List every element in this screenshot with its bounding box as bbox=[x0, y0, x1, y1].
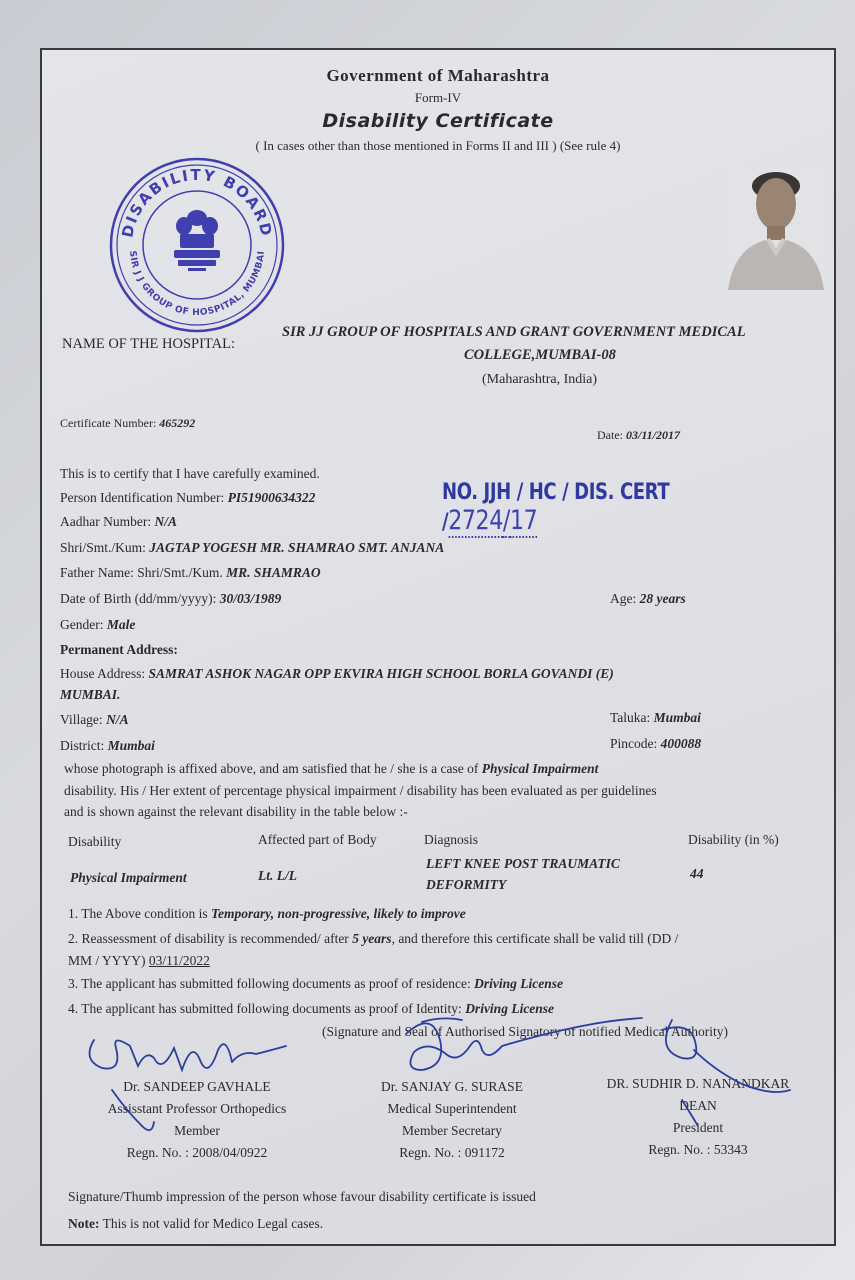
signatory-3-regn: Regn. No. : 53343 bbox=[648, 1142, 748, 1157]
certificate-number-label: Certificate Number: bbox=[60, 416, 157, 430]
table-header-body-part: Affected part of Body bbox=[258, 832, 377, 847]
certify-intro: This is to certify that I have carefully examined. bbox=[60, 466, 320, 481]
note-1-condition: Temporary, non-progressive, likely to improve bbox=[211, 906, 466, 921]
footer-note bbox=[68, 1216, 323, 1232]
stamp-handwritten-number: 2724 bbox=[448, 505, 503, 536]
signatory-1 bbox=[82, 1079, 312, 1161]
statement-line1-text: whose photograph is affixed above, and am satisfied that he / she is a case of bbox=[64, 761, 479, 776]
table-row-diagnosis-line2: DEFORMITY bbox=[426, 877, 507, 892]
certificate-date bbox=[597, 428, 680, 443]
seal-bottom-text: SIR J J GROUP OF HOSPITAL, MUMBAI bbox=[126, 250, 267, 319]
father-label: Father Name: Shri/Smt./Kum. bbox=[60, 565, 223, 580]
father-value: MR. SHAMRAO bbox=[226, 565, 321, 580]
applicant-photo bbox=[724, 164, 828, 290]
pin-label: Person Identification Number: bbox=[60, 490, 225, 505]
dob-row bbox=[60, 591, 281, 607]
note-1-text: 1. The Above condition is bbox=[68, 906, 208, 921]
village-row bbox=[60, 712, 129, 728]
age-row bbox=[610, 591, 686, 607]
note-2-validity-date: 03/11/2022 bbox=[148, 953, 210, 968]
age-value: 28 years bbox=[639, 591, 686, 606]
disability-board-seal bbox=[108, 156, 286, 334]
note-2-validity bbox=[68, 953, 210, 969]
house-address-line2: MUMBAI. bbox=[60, 687, 121, 702]
taluka-label: Taluka: bbox=[610, 710, 651, 725]
note-2-text: 2. Reassessment of disability is recommended/ after bbox=[68, 931, 349, 946]
name-row bbox=[60, 540, 444, 556]
note-3 bbox=[68, 976, 563, 992]
aadhar-row bbox=[60, 514, 177, 530]
dob-value: 30/03/1989 bbox=[219, 591, 282, 606]
emblem-icon bbox=[174, 210, 220, 271]
age-label: Age: bbox=[610, 591, 637, 606]
hospital-location: (Maharashtra, India) bbox=[482, 372, 598, 387]
dob-label: Date of Birth (dd/mm/yyyy): bbox=[60, 591, 217, 606]
signatory-1-regn: Regn. No. : 2008/04/0922 bbox=[126, 1145, 268, 1160]
note-2 bbox=[68, 931, 678, 947]
name-label: Shri/Smt./Kum: bbox=[60, 540, 146, 555]
certificate-sheet bbox=[40, 48, 836, 1246]
statement-line2: disability. His / Her extent of percentage physical impairment / disability has been evaluated as per guidelines bbox=[64, 783, 657, 798]
signatory-3-designation: DEAN bbox=[679, 1098, 717, 1113]
village-label: Village: bbox=[60, 712, 103, 727]
table-row-disability: Physical Impairment bbox=[70, 870, 187, 885]
house-address-row bbox=[60, 666, 614, 682]
form-number: Form-IV bbox=[414, 90, 462, 105]
statement-disability-type: Physical Impairment bbox=[481, 761, 599, 776]
pin-row bbox=[60, 490, 315, 506]
stamp-year: 17 bbox=[509, 505, 538, 536]
note-4 bbox=[68, 1001, 554, 1017]
signatory-3-role: President bbox=[672, 1120, 724, 1135]
table-row-percent: 44 bbox=[690, 866, 704, 881]
district-row bbox=[60, 738, 155, 754]
footer-note-label: Note: bbox=[68, 1216, 100, 1231]
note-2-validity-label: MM / YYYY) bbox=[68, 953, 146, 968]
gender-row bbox=[60, 617, 135, 633]
svg-text:DISABILITY BOARD bbox=[118, 166, 275, 239]
taluka-value: Mumbai bbox=[653, 710, 701, 725]
signatory-3-name: DR. SUDHIR D. NANANDKAR bbox=[606, 1076, 790, 1091]
note-2-period: 5 years bbox=[352, 931, 392, 946]
certificate-number bbox=[60, 416, 195, 431]
aadhar-value: N/A bbox=[154, 514, 177, 529]
pincode-value: 400088 bbox=[660, 736, 702, 751]
table-header-diagnosis: Diagnosis bbox=[424, 832, 478, 847]
house-address-label: House Address: bbox=[60, 666, 146, 681]
signatory-caption: (Signature and Seal of Authorised Signatory of notified Medical Authority) bbox=[322, 1024, 729, 1039]
father-row bbox=[60, 565, 321, 581]
signatory-2-role: Member Secretary bbox=[401, 1123, 503, 1138]
pincode-label: Pincode: bbox=[610, 736, 658, 751]
certificate-number-value: 465292 bbox=[159, 416, 196, 430]
name-value: JAGTAP YOGESH MR. SHAMRAO SMT. ANJANA bbox=[149, 540, 445, 555]
signatory-3 bbox=[578, 1076, 818, 1158]
certificate-title: Disability Certificate bbox=[322, 110, 554, 132]
signatory-2-name: Dr. SANJAY G. SURASE bbox=[381, 1079, 523, 1094]
gender-label: Gender: bbox=[60, 617, 104, 632]
pin-value: PI51900634322 bbox=[227, 490, 316, 505]
district-label: District: bbox=[60, 738, 105, 753]
table-header-percent: Disability (in %) bbox=[688, 832, 779, 847]
seal-top-text: DISABILITY BOARD bbox=[118, 165, 276, 240]
taluka-row bbox=[610, 710, 701, 726]
statement-line1 bbox=[64, 761, 598, 777]
note-3-text: 3. The applicant has submitted following documents as proof of residence: bbox=[68, 976, 471, 991]
certificate-subtitle: ( In cases other than those mentioned in Forms II and III ) (See rule 4) bbox=[255, 138, 621, 153]
signatory-2 bbox=[342, 1079, 562, 1161]
table-header-disability: Disability bbox=[68, 834, 122, 849]
table-row-body-part: Lt. L/L bbox=[258, 868, 297, 883]
note-4-document: Driving License bbox=[465, 1001, 555, 1016]
address-heading: Permanent Address: bbox=[60, 642, 178, 657]
note-2-text-b: , and therefore this certificate shall be valid till (DD / bbox=[391, 931, 679, 946]
note-3-document: Driving License bbox=[474, 976, 564, 991]
thumb-impression-line: Signature/Thumb impression of the person whose favour disability certificate is issued bbox=[68, 1189, 536, 1204]
village-value: N/A bbox=[106, 712, 129, 727]
signatory-1-designation: Assisstant Professor Orthopedics bbox=[107, 1101, 287, 1116]
hospital-label: NAME OF THE HOSPITAL: bbox=[62, 336, 235, 352]
gender-value: Male bbox=[106, 617, 136, 632]
stamp-prefix: NO. JJH / HC / DIS. CERT / bbox=[442, 480, 670, 535]
certificate-date-label: Date: bbox=[597, 428, 623, 442]
aadhar-label: Aadhar Number: bbox=[60, 514, 152, 529]
signatory-1-name: Dr. SANDEEP GAVHALE bbox=[123, 1079, 271, 1094]
note-1 bbox=[68, 906, 466, 922]
note-4-text: 4. The applicant has submitted following documents as proof of Identity: bbox=[68, 1001, 462, 1016]
house-address-line1: SAMRAT ASHOK NAGAR OPP EKVIRA HIGH SCHOOL BORLA GOVANDI (E) bbox=[148, 666, 614, 681]
certificate-date-value: 03/11/2017 bbox=[626, 428, 681, 442]
signatory-1-role: Member bbox=[174, 1123, 220, 1138]
hospital-name-line1: SIR JJ GROUP OF HOSPITALS AND GRANT GOVERNMENT MEDICAL bbox=[282, 324, 746, 340]
hospital-name-line2: COLLEGE,MUMBAI-08 bbox=[464, 347, 616, 363]
table-row-diagnosis-line1: LEFT KNEE POST TRAUMATIC bbox=[426, 856, 620, 871]
government-heading: Government of Maharashtra bbox=[326, 66, 550, 85]
footer-note-text: This is not valid for Medico Legal cases. bbox=[102, 1216, 324, 1231]
reference-stamp: NO. JJH / HC / DIS. CERT /2724/17 bbox=[442, 480, 670, 536]
signatory-2-designation: Medical Superintendent bbox=[387, 1101, 517, 1116]
statement-line3: and is shown against the relevant disability in the table below :- bbox=[64, 804, 408, 819]
pincode-row bbox=[610, 736, 701, 752]
district-value: Mumbai bbox=[107, 738, 155, 753]
signatory-2-regn: Regn. No. : 091172 bbox=[399, 1145, 505, 1160]
